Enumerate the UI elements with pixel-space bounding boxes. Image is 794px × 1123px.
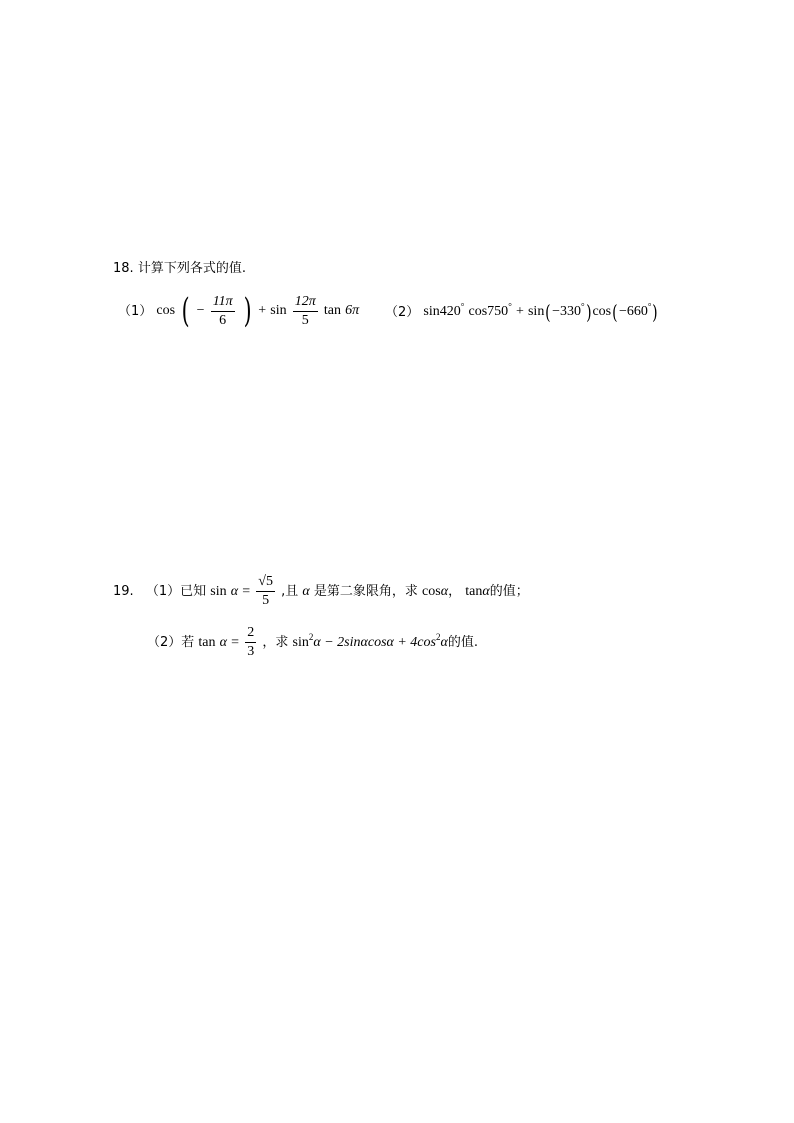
q19-part2-alpha2: α <box>440 634 448 650</box>
q18-part1-frac1-den: 6 <box>219 312 227 328</box>
q19-part1-text3: 的值； <box>489 584 529 599</box>
q18-part2-label: （2） <box>385 304 420 320</box>
q19-part2-eq: = <box>231 634 240 650</box>
q19-part2-frac-num: 2 <box>245 626 256 643</box>
q19-part2-expr2: αcos <box>360 634 387 650</box>
q19-part1-sqrt-arg: 5 <box>265 574 273 589</box>
q18-number: 18. <box>113 261 134 276</box>
q19-part1-eq: = <box>242 583 251 599</box>
q18-part1-rparen: ) <box>243 291 252 331</box>
q19-part1-frac-num <box>256 575 275 592</box>
q18-part2-lparen1: ( <box>545 300 551 324</box>
q18-part1-frac1 <box>211 295 235 328</box>
q18-part2-arg1: −330 <box>552 304 582 319</box>
q18-part2-deg1: ° <box>460 301 465 312</box>
q19-part2-frac-den: 3 <box>247 644 255 659</box>
q19-part1 <box>113 575 529 608</box>
q19-part2-label: （2）若 <box>147 635 195 650</box>
q18-part1-minus: − <box>196 303 205 318</box>
q19-part1-comma: ， <box>448 584 462 599</box>
q18-part2-sin: sin <box>527 304 545 319</box>
q18-part1-sin: sin <box>270 303 287 318</box>
q18-part2-lparen2: ( <box>612 300 618 324</box>
q19-part1-tan: tan <box>465 583 483 599</box>
q18-part1-frac2-num: 12π <box>293 295 318 312</box>
q18-part1-plus: + <box>258 303 267 318</box>
q18-part1-tan-arg: 6π <box>345 303 360 318</box>
q19-part1-cos: cos <box>422 583 441 599</box>
q18-part2-rparen2: ) <box>652 300 659 324</box>
q18-part2 <box>385 302 659 322</box>
q18-prompt: 计算下列各式的值. <box>137 261 246 276</box>
q18-part2-rparen1: ) <box>585 300 592 324</box>
q18-part2-plus: + <box>515 304 524 319</box>
q18-part1-tan: tan <box>323 303 342 318</box>
q18-part1-frac1-num: 11π <box>211 295 235 312</box>
q19-part1-alpha1: α <box>230 583 239 599</box>
q19-part2-alpha1: α <box>219 634 228 650</box>
q18-part2-deg2: ° <box>508 301 512 312</box>
q19-part2-sq1: 2 <box>308 632 314 642</box>
q19-part2 <box>147 626 478 659</box>
q18-part2-term2: cos750 <box>468 304 509 319</box>
q18-part1-cos: cos <box>156 303 176 318</box>
q19-part1-text2: 是第二象限角，求 <box>313 584 418 599</box>
q18-part1-frac2 <box>293 295 318 328</box>
q19-part1-alpha4: α <box>482 583 490 599</box>
q18-part1-label: （1） <box>118 303 153 319</box>
q18-part2-arg2: −660 <box>618 304 648 319</box>
q19-part2-expr1: α − 2sin <box>313 634 361 650</box>
q19-part1-frac <box>256 575 275 608</box>
q18-heading <box>113 262 246 275</box>
q18-part2-term1: sin420 <box>423 304 461 319</box>
q19-part2-text2: 的值. <box>447 635 478 650</box>
q19-part2-text1: ，求 <box>262 635 289 650</box>
q18-part2-cos: cos <box>592 304 612 319</box>
q18-part1 <box>118 291 360 331</box>
q18-part1-frac2-den: 5 <box>301 312 309 328</box>
q19-part1-frac-den: 5 <box>262 593 270 608</box>
q19-part2-sin: sin <box>292 634 309 650</box>
q19-number: 19. <box>113 584 134 599</box>
q19-part2-frac <box>245 626 256 659</box>
q19-part2-expr3: α + 4cos <box>386 634 436 650</box>
q19-part1-sin: sin <box>210 583 227 599</box>
q19-part1-label: （1）已知 <box>145 584 207 599</box>
q19-part1-alpha3: α <box>440 583 449 599</box>
sqrt-icon: √ <box>258 574 266 589</box>
q18-part1-lparen: ( <box>181 291 190 331</box>
q18-part2-deg4: ° <box>647 301 652 312</box>
q19-part1-alpha2: α <box>302 583 310 599</box>
q19-part2-tan: tan <box>198 634 216 650</box>
q19-part2-sq2: 2 <box>435 632 441 642</box>
q19-part1-text1: ,且 <box>281 584 299 599</box>
q18-part2-deg3: ° <box>581 301 585 312</box>
